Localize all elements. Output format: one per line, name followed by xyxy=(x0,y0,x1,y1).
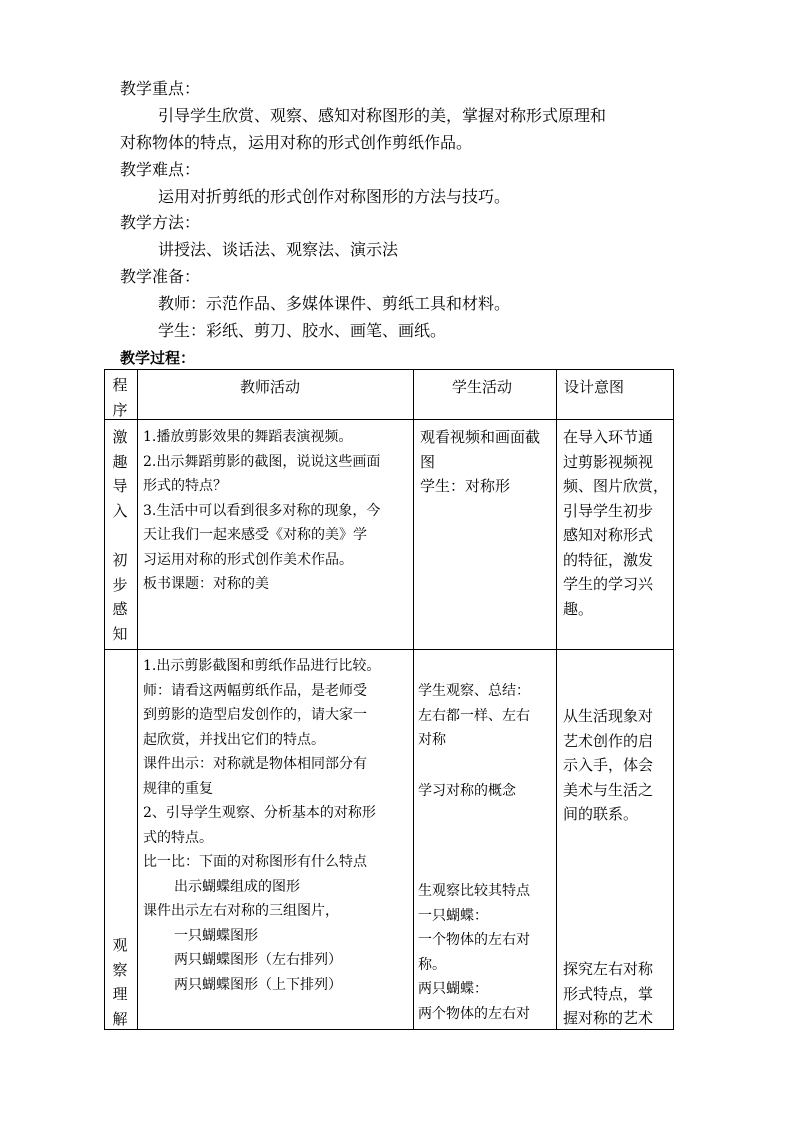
row1-procedure: 激 趣 导 入 初 步 感 知 xyxy=(112,428,128,643)
header-student-activity: 学生活动 xyxy=(452,378,513,396)
key-points-heading: 教学重点： xyxy=(120,79,201,98)
row2-design-intent: 从生活现象对 艺术创作的启 示入手，体会 美术与生活之 间的联系。 xyxy=(563,707,654,823)
preparation-teacher: 教师：示范作品、多媒体课件、剪纸工具和材料。 xyxy=(158,294,511,313)
row1-design-intent: 在导入环节通 过剪影视频视 频、图片欣赏， 引导学生初步 感知对称形式 的特征，激发 学生的学习兴 趣。 xyxy=(563,428,669,618)
header-design-intent: 设计意图 xyxy=(564,378,625,396)
table-border xyxy=(556,369,557,1030)
row1-teacher-activity: 1.播放剪影效果的舞蹈表演视频。 2.出示舞蹈剪影的截图，说说这些画面 形式的特点？ 3.生活中可以看到很多对称的现象，今 天让我们一起来感受《对称的美》学 习运用对称的形式创作美术作品。 板书课题：对称的美 xyxy=(143,429,381,592)
preparation-student: 学生：彩纸、剪刀、胶水、画笔、画纸。 xyxy=(158,321,447,340)
row2-student-activity: 学生观察、总结： 左右都一样、左右 对称 xyxy=(418,683,530,748)
row2-teacher-activity: 1.出示剪影截图和剪纸作品进行比较。 师：请看这两幅剪纸作品，是老师受 到剪影的造型启发创作的，请大家一 起欣赏，并找出它们的特点。 课件出示：对称就是物体相同部分有 规律的重复 2、引导学生观察、分析基本的对称形 式的特点。 比一比：下面的对称图形有什么特点 出示蝴蝶组成的图形 课件出示左右对称的三组图片， 一只蝴蝶图形 两只蝴蝶图形（左右排列） 两只蝴蝶图形（上下排列） xyxy=(143,658,381,993)
process-heading: 教学过程： xyxy=(120,349,196,367)
row1-student-activity: 观看视频和画面截 图 学生：对称形 xyxy=(420,428,541,495)
difficulties-line: 运用对折剪纸的形式创作对称图形的方法与技巧。 xyxy=(158,187,511,206)
key-points-line: 引导学生欣赏、观察、感知对称图形的美，掌握对称形式原理和 xyxy=(158,106,607,125)
table-border xyxy=(137,369,138,1030)
table-border xyxy=(104,369,673,370)
header-procedure: 程 序 xyxy=(112,376,128,419)
row2-procedure: 观 察 理 解 xyxy=(112,936,128,1028)
table-border xyxy=(104,419,673,420)
difficulties-heading: 教学难点： xyxy=(120,160,201,179)
row2-student-activity: 学习对称的概念 xyxy=(418,783,516,799)
methods-line: 讲授法、谈话法、观察法、演示法 xyxy=(158,240,399,259)
table-border xyxy=(413,369,414,1030)
row2-design-intent: 探究左右对称 形式特点，掌 握对称的艺术 xyxy=(563,960,654,1027)
header-teacher-activity: 教师活动 xyxy=(240,378,301,396)
row2-student-activity: 生观察比较其特点 一只蝴蝶： 一个物体的左右对 称。 两只蝴蝶： 两个物体的左右对 xyxy=(418,883,530,1022)
preparation-heading: 教学准备： xyxy=(120,267,201,286)
table-border xyxy=(104,649,673,650)
methods-heading: 教学方法： xyxy=(120,213,201,232)
table-border xyxy=(673,369,674,1030)
key-points-line: 对称物体的特点，运用对称的形式创作剪纸作品。 xyxy=(120,133,473,152)
table-border xyxy=(104,369,105,1030)
